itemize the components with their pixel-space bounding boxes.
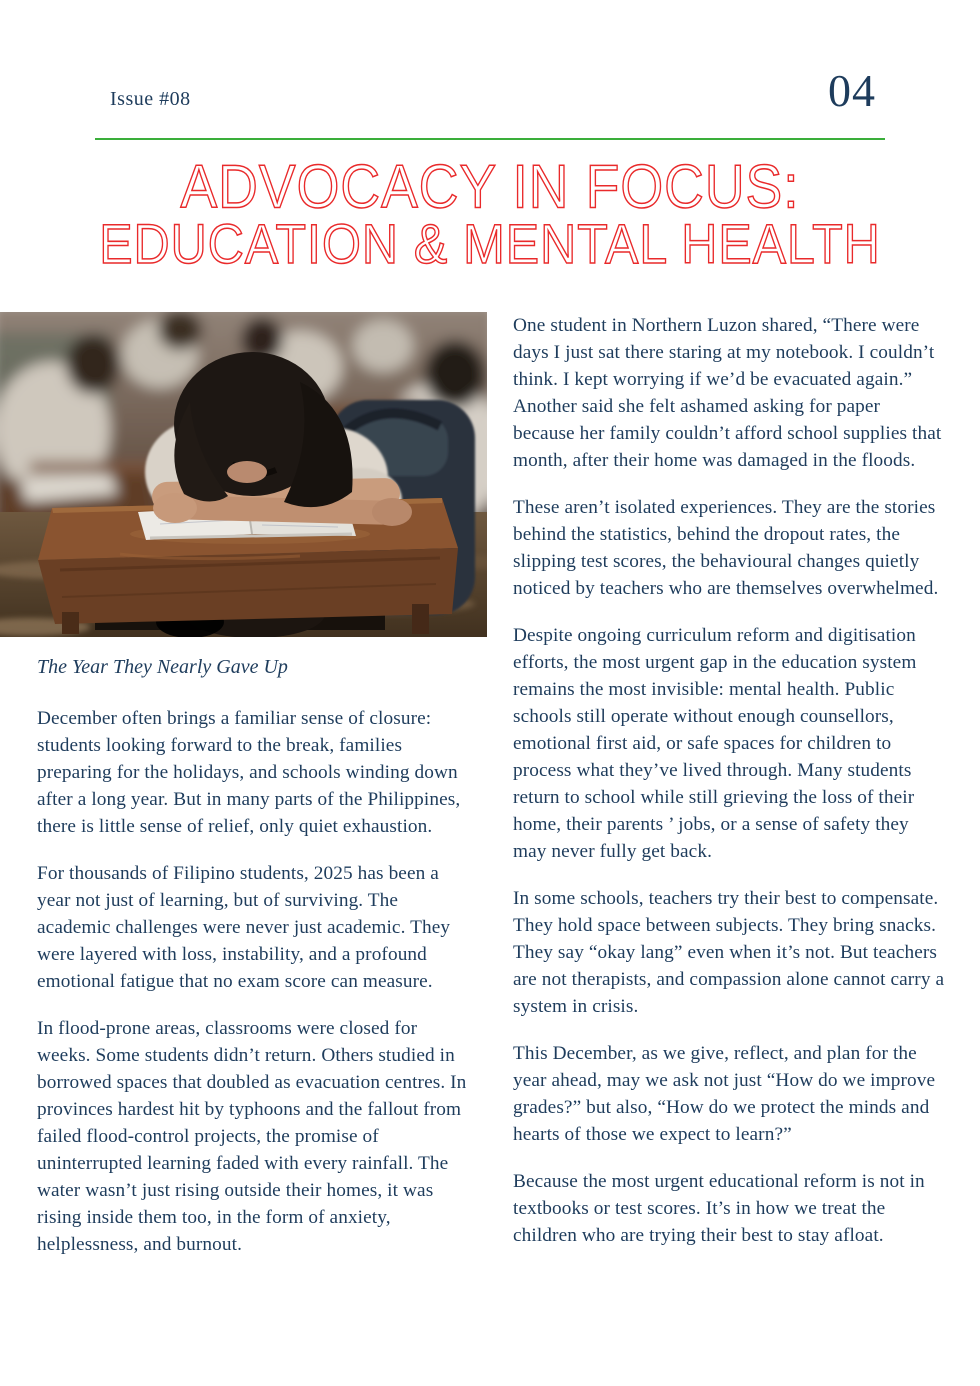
paragraph: This December, as we give, reflect, and plan for the year ahead, may we ask not just “How do we improve grades?” but also, “How do we protect the minds and hearts of those we expect to learn?” [513,1043,936,1145]
paragraph: One student in Northern Luzon shared, “There were days I just sat there staring at my notebook. I couldn’t think. I kept worrying if we’d be evacuated again.” Another said she felt ashamed asking for paper because her family couldn’t afford school supplies that month, after their home was damaged in the floods. [513,315,942,471]
photo-caption: The Year They Nearly Gave Up [37,656,288,678]
flooded-classroom-illustration [0,312,487,637]
title-line-2: EDUCATION & MENTAL HEALTH [99,212,881,276]
right-column [513,312,945,1258]
paragraph: For thousands of Filipino students, 2025 has been a year not just of learning, but of surviving. The academic challenges were never just academic. They were layered with loss, instability, and a profound emotional fatigue that no exam score can measure. [37,863,451,992]
left-column-body [37,705,470,1258]
article-photo [0,312,487,637]
paragraph: December often brings a familiar sense of closure: students looking forward to the break, families preparing for the holidays, and schools winding down after a long year. But in many parts of the Philippines, there is little sense of relief, only quiet exhaustion. [37,708,461,837]
paragraph: Because the most urgent educational reform is not in textbooks or test scores. It’s in how we treat the children who are trying their best to stay afloat. [513,1171,925,1246]
masthead [0,0,980,160]
header-rule [95,138,885,140]
page-number: 04 [828,65,876,116]
left-column [0,312,487,1258]
paragraph: These aren’t isolated experiences. They are the stories behind the statistics, behind the dropout rates, the slipping test scores, the behavioural changes quietly noticed by teachers who are themselves overwhelmed. [513,497,939,599]
paragraph: In some schools, teachers try their best to compensate. They hold space between subjects. They bring snacks. They say “okay lang” even when it’s not. But teachers are not therapists, and compassion alone cannot carry a system in crisis. [513,888,945,1017]
article-columns [0,312,945,1258]
page-title [0,151,980,276]
paragraph: In flood-prone areas, classrooms were closed for weeks. Some students didn’t return. Others studied in borrowed spaces that doubled as evacuation centres. In provinces hardest hit by typhoons and the fallout from failed flood-control projects, the promise of uninterrupted learning faded with every rainfall. The water wasn’t just rising outside their homes, it was rising inside them too, in the form of anxiety, helplessness, and burnout. [37,1018,467,1255]
issue-label: Issue #08 [110,88,191,110]
right-column-body [513,312,945,1249]
paragraph: Despite ongoing curriculum reform and digitisation efforts, the most urgent gap in the education system remains the most invisible: mental health. Public schools still operate without enough counsellors, emotional first aid, or safe spaces for children to process what they’ve lived through. Many students return to school while still grieving the loss of their home, their parents ’ jobs, or a sense of safety they may never fully get back. [513,625,917,862]
title-line-1: ADVOCACY IN FOCUS: [180,151,800,221]
